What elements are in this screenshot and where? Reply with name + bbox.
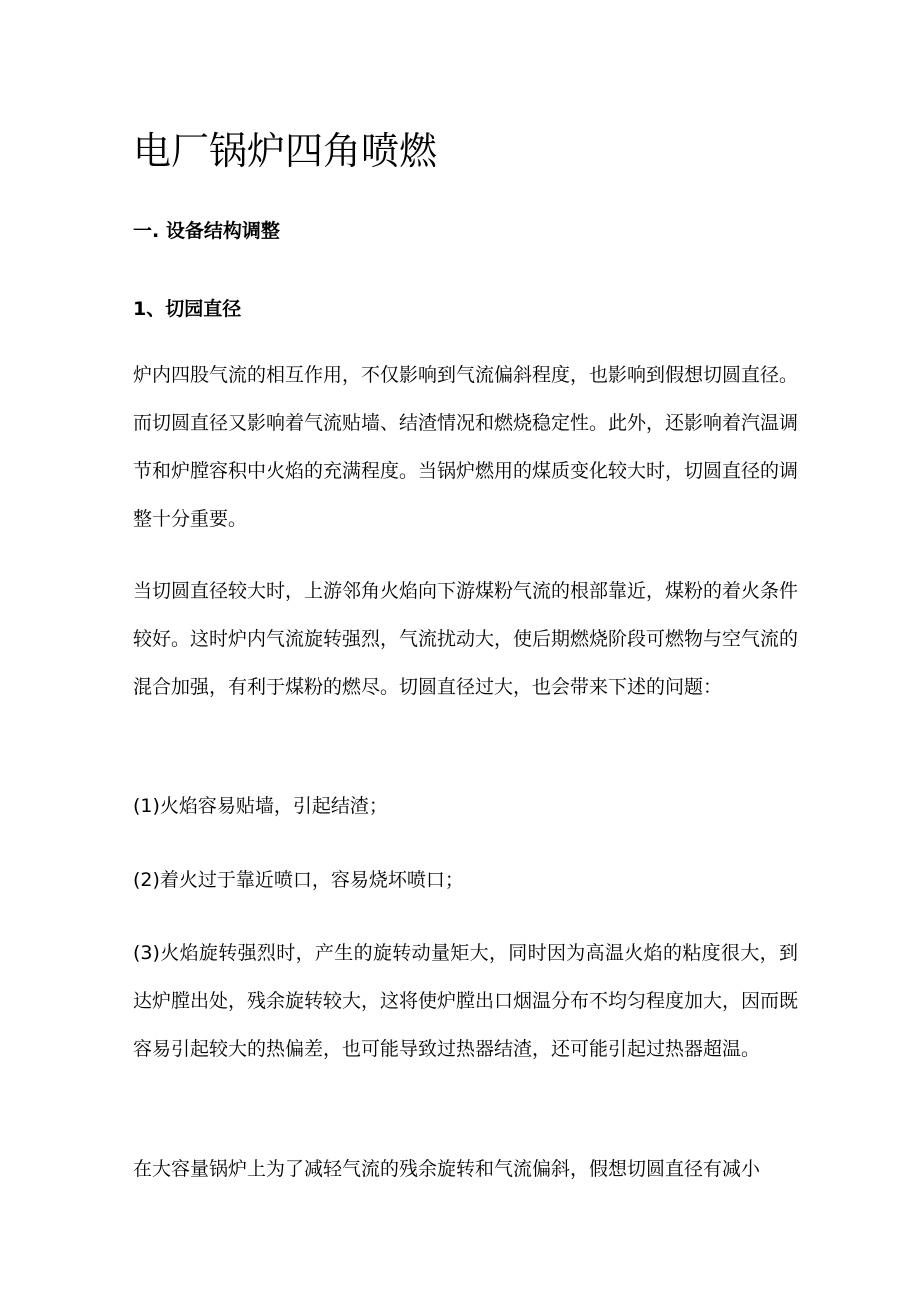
subsection-heading: 1、切园直径 bbox=[133, 298, 242, 320]
document-title: 电厂锅炉四角喷燃 bbox=[133, 129, 438, 173]
paragraph: 炉内四股气流的相互作用，不仅影响到气流偏斜程度，也影响到假想切圆直径。而切圆直径又影响着气流贴墙、结渣情况和燃烧稳定性。此外，还影响着汽温调节和炉膛容积中火焰的充满程度。当锅炉燃用的煤质变化较大时，切圆直径的调整十分重要。 bbox=[133, 364, 799, 530]
paragraph: 当切圆直径较大时，上游邻角火焰向下游煤粉气流的根部靠近，煤粉的着火条件较好。这时炉内气流旋转强烈，气流扰动大，使后期燃烧阶段可燃物与空气流的混合加强，有利于煤粉的燃尽。切圆直径过大，也会带来下述的问题： bbox=[133, 580, 799, 698]
paragraph: 在大容量锅炉上为了减轻气流的残余旋转和气流偏斜，假想切圆直径有减小 bbox=[133, 1158, 761, 1180]
list-item: (1)火焰容易贴墙，引起结渣； bbox=[133, 795, 388, 817]
list-item: (2)着火过于靠近喷口，容易烧坏喷口； bbox=[133, 869, 464, 891]
list-item: (3)火焰旋转强烈时，产生的旋转动量矩大，同时因为高温火焰的粘度很大，到达炉膛出处，残余旋转较大，这将使炉膛出口烟温分布不均匀程度加大，因而既容易引起较大的热偏差，也可能导致过热器结渣，还可能引起过热器超温。 bbox=[133, 942, 799, 1060]
section-heading: 一. 设备结构调整 bbox=[133, 220, 280, 242]
